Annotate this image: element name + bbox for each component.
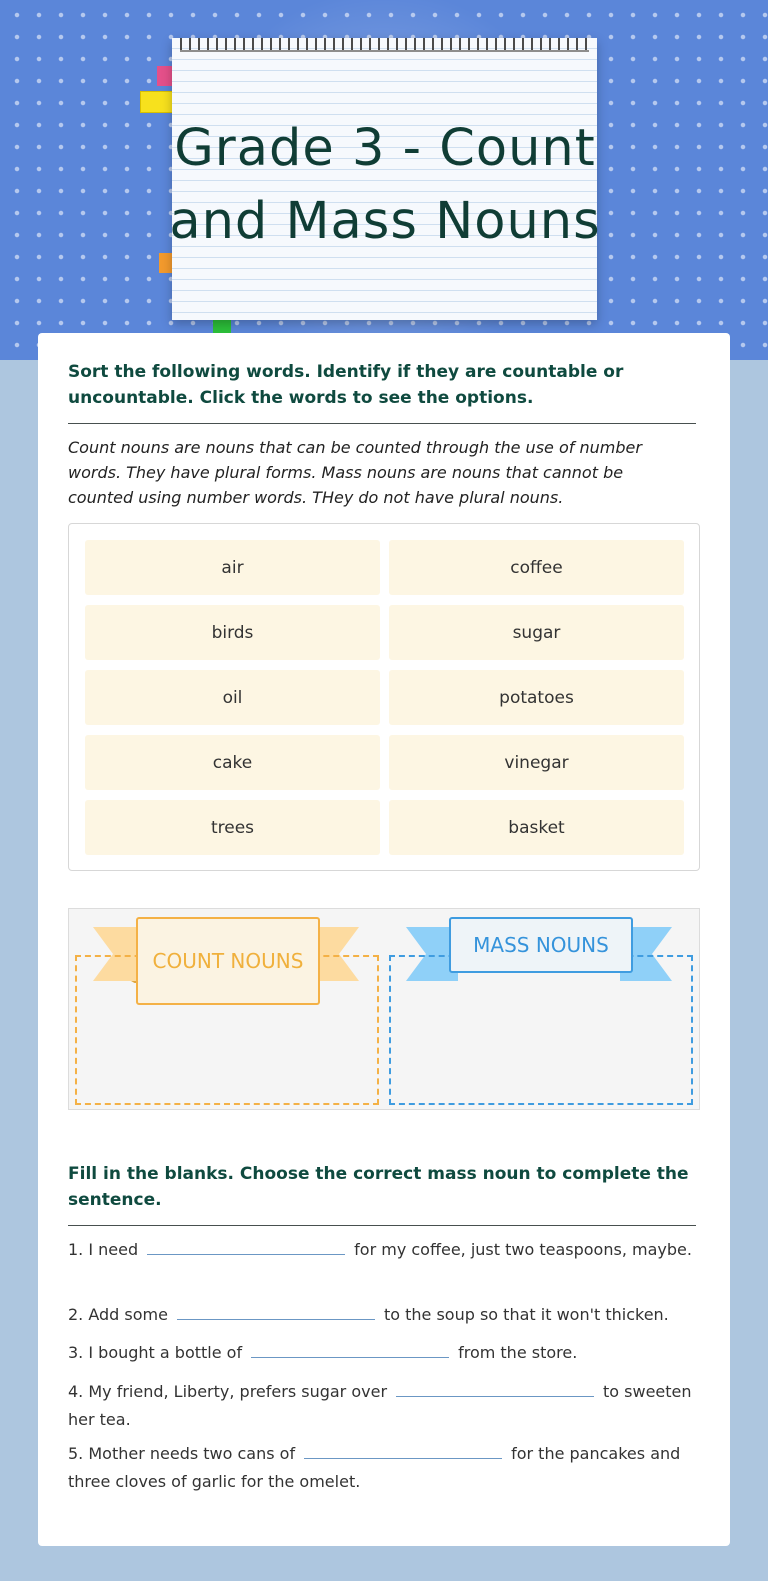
sorting-area (68, 908, 700, 1110)
sentence-text: to sweeten her tea. (68, 1382, 692, 1429)
sort-instruction: Sort the following words. Identify if they are countable or uncountable. Click the words to see the options. (68, 359, 696, 424)
sentence-text: for my coffee, just two teaspoons, maybe. (354, 1240, 692, 1259)
blank-input[interactable] (396, 1378, 594, 1397)
mass-nouns-dropzone[interactable] (389, 955, 693, 1105)
sentence-text: 3. I bought a bottle of (68, 1343, 243, 1362)
sentence-3 (68, 1339, 696, 1367)
title-line-2: and Mass Nouns (169, 192, 601, 251)
sentence-4 (68, 1378, 696, 1434)
word-tile[interactable]: basket (389, 800, 684, 855)
sentence-5 (68, 1440, 696, 1496)
count-nouns-label: COUNT NOUNS (136, 917, 320, 1005)
noun-definition: Count nouns are nouns that can be counted through the use of number words. They have plural forms. Mass nouns are nouns that cannot be counted using number words. THey do not have plural nouns. (68, 438, 642, 507)
sentence-text: 1. I need (68, 1240, 139, 1259)
page-title (150, 112, 620, 258)
blank-input[interactable] (177, 1301, 375, 1320)
sentence-text: from the store. (458, 1343, 578, 1362)
word-tile[interactable]: cake (85, 735, 380, 790)
spiral-binding (180, 38, 589, 52)
word-tile[interactable]: birds (85, 605, 380, 660)
word-tile[interactable]: oil (85, 670, 380, 725)
sentence-text: for the pancakes and three cloves of garlic for the omelet. (68, 1444, 681, 1491)
sentence-1 (68, 1236, 696, 1264)
blank-input[interactable] (147, 1236, 345, 1255)
word-tile[interactable]: vinegar (389, 735, 684, 790)
worksheet-card (38, 333, 730, 1546)
sentence-text: to the soup so that it won't thicken. (383, 1305, 669, 1324)
word-tile[interactable]: trees (85, 800, 380, 855)
sentence-text: 4. My friend, Liberty, prefers sugar over (68, 1382, 388, 1401)
fill-blanks-instruction: Fill in the blanks. Choose the correct mass noun to complete the sentence. (68, 1161, 696, 1226)
word-tile[interactable]: coffee (389, 540, 684, 595)
title-line-1: Grade 3 - Count (174, 119, 596, 178)
sentence-text: 2. Add some (68, 1305, 168, 1324)
blank-input[interactable] (304, 1440, 502, 1459)
mass-nouns-label: MASS NOUNS (449, 917, 633, 973)
word-tile[interactable]: sugar (389, 605, 684, 660)
sentence-text: 5. Mother needs two cans of (68, 1444, 296, 1463)
blank-input[interactable] (251, 1339, 449, 1358)
sentence-2 (68, 1301, 696, 1329)
header-banner (0, 0, 768, 360)
word-tile[interactable]: air (85, 540, 380, 595)
word-tile[interactable]: potatoes (389, 670, 684, 725)
word-bank (68, 523, 700, 871)
